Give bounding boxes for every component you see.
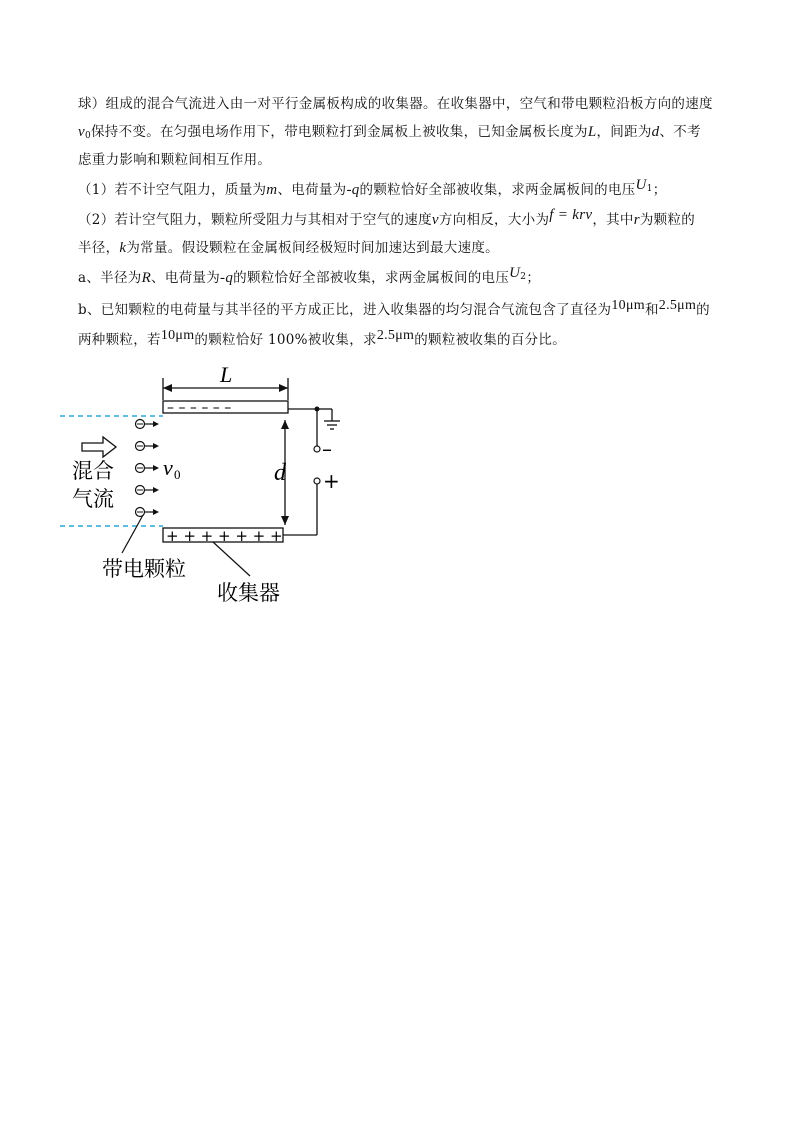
particle-4: [136, 486, 160, 495]
paragraph-text-2: 保持不变。在匀强电场作用下，带电颗粒打到金属板上被收集，已知金属板长度为: [91, 124, 588, 140]
q1-text-b: 、电荷量为: [277, 182, 347, 198]
var-L: L: [587, 124, 597, 140]
question-2-line-1: [78, 207, 696, 230]
var-U2-sub: 2: [520, 272, 527, 282]
qb-text-b: 两种颗粒，若: [78, 332, 161, 348]
q2-text-e: 半径，: [78, 240, 120, 256]
bottom-plate-signs: + + + + + + +: [166, 527, 283, 545]
terminal-plus-sign: +: [323, 469, 340, 493]
paragraph-line-1: [78, 94, 713, 114]
label-collector: 收集器: [217, 581, 280, 605]
paragraph-line-2: [78, 122, 701, 146]
var-U1: U: [635, 177, 647, 193]
q2-text-d: 为颗粒的: [639, 212, 696, 228]
qa-text-b: 、电荷量为: [151, 270, 221, 286]
label-v0: v: [163, 455, 173, 480]
var-r: r: [633, 212, 640, 228]
question-b-line-2: [78, 330, 566, 351]
var-m: m: [266, 182, 278, 198]
qa-text-c: 的颗粒恰好全部被收集，求两金属板间的电压: [233, 270, 510, 286]
label-mixed-1: 混合: [72, 459, 114, 483]
qb-text-a: b、已知颗粒的电荷量与其半径的平方成正比，进入收集器的均匀混合气流包含了直径为: [78, 302, 612, 318]
var-U1-sub: 1: [646, 184, 653, 194]
qb-and: 和: [644, 302, 659, 318]
particle-2: [136, 442, 160, 451]
q1-end: ；: [652, 182, 667, 198]
terminal-negative: [314, 446, 320, 452]
leader-collector: [213, 542, 250, 576]
qb-end: 的: [696, 302, 710, 318]
label-d: d: [274, 460, 286, 486]
q2-text-a: （2）若计空气阻力，颗粒所受阻力与其相对于空气的速度: [78, 212, 432, 228]
size-2-5um: 2.5μm: [658, 298, 697, 313]
label-mixed-2: 气流: [72, 487, 114, 511]
var-v-sub: 0: [84, 131, 91, 141]
distance-arrow-top: [281, 420, 289, 429]
question-1: [78, 177, 667, 204]
var-R: R: [141, 270, 152, 286]
question-b-line-1: [78, 300, 710, 321]
length-arrow-left: [163, 384, 172, 392]
paragraph-text-2b: ，间距为: [596, 124, 652, 140]
q2-text-c: ，其中: [592, 212, 634, 228]
qa-end: ；: [526, 270, 541, 286]
particle-5: [136, 508, 160, 517]
var-U2: U: [509, 265, 521, 281]
terminal-positive: [314, 478, 320, 484]
var-k: k: [119, 240, 127, 256]
var-v: v: [78, 124, 85, 140]
q2-text-f: 为常量。假设颗粒在金属板间经极短时间加速达到最大速度。: [126, 240, 499, 256]
q1-text-c: 的颗粒恰好全部被收集，求两金属板间的电压: [359, 182, 636, 198]
terminal-minus-sign: –: [322, 437, 332, 461]
inlet-arrow-icon: [82, 437, 116, 457]
qb-text-d: 的颗粒被收集的百分比。: [414, 332, 567, 348]
size-2-5um-2: 2.5μm: [376, 328, 415, 343]
formula-f-krv: f = krv: [549, 207, 593, 223]
top-plate-signs: – – – – – –: [167, 400, 232, 416]
size-10um-2: 10μm: [160, 328, 195, 343]
label-L: L: [220, 362, 233, 387]
paragraph-text-1: 球）组成的混合气流进入由一对平行金属板构成的收集器。在收集器中，空气和带电颗粒沿板方向的速度: [78, 96, 713, 112]
particle-3: [136, 464, 160, 473]
collector-diagram-svg: [60, 360, 380, 610]
label-charged-particles: 带电颗粒: [102, 557, 186, 581]
var-neg-q: -q: [346, 182, 360, 198]
var-d: d: [651, 124, 660, 140]
q2-text-b: 方向相反，大小为: [438, 212, 550, 228]
leader-particles: [122, 515, 143, 553]
question-2-line-2: [78, 238, 499, 258]
label-v0-sub: 0: [174, 467, 181, 482]
qb-text-c: 的颗粒恰好 100%被收集，求: [194, 332, 377, 348]
var-neg-q-2: -q: [220, 270, 234, 286]
length-arrow-right: [279, 384, 288, 392]
paragraph-text-2c: 、不考: [659, 124, 701, 140]
particle-1: [136, 420, 160, 429]
collector-diagram: [60, 360, 380, 610]
paragraph-line-3: [78, 150, 271, 170]
question-a: [78, 265, 541, 292]
qa-text-a: a、半径为: [78, 270, 142, 286]
var-v-small: v: [431, 212, 439, 228]
q1-text-a: （1）若不计空气阻力，质量为: [78, 182, 267, 198]
ground-icon: [324, 421, 340, 429]
paragraph-text-3: 虑重力影响和颗粒间相互作用。: [78, 152, 272, 168]
size-10um: 10μm: [611, 298, 645, 313]
distance-arrow-bottom: [281, 516, 289, 525]
